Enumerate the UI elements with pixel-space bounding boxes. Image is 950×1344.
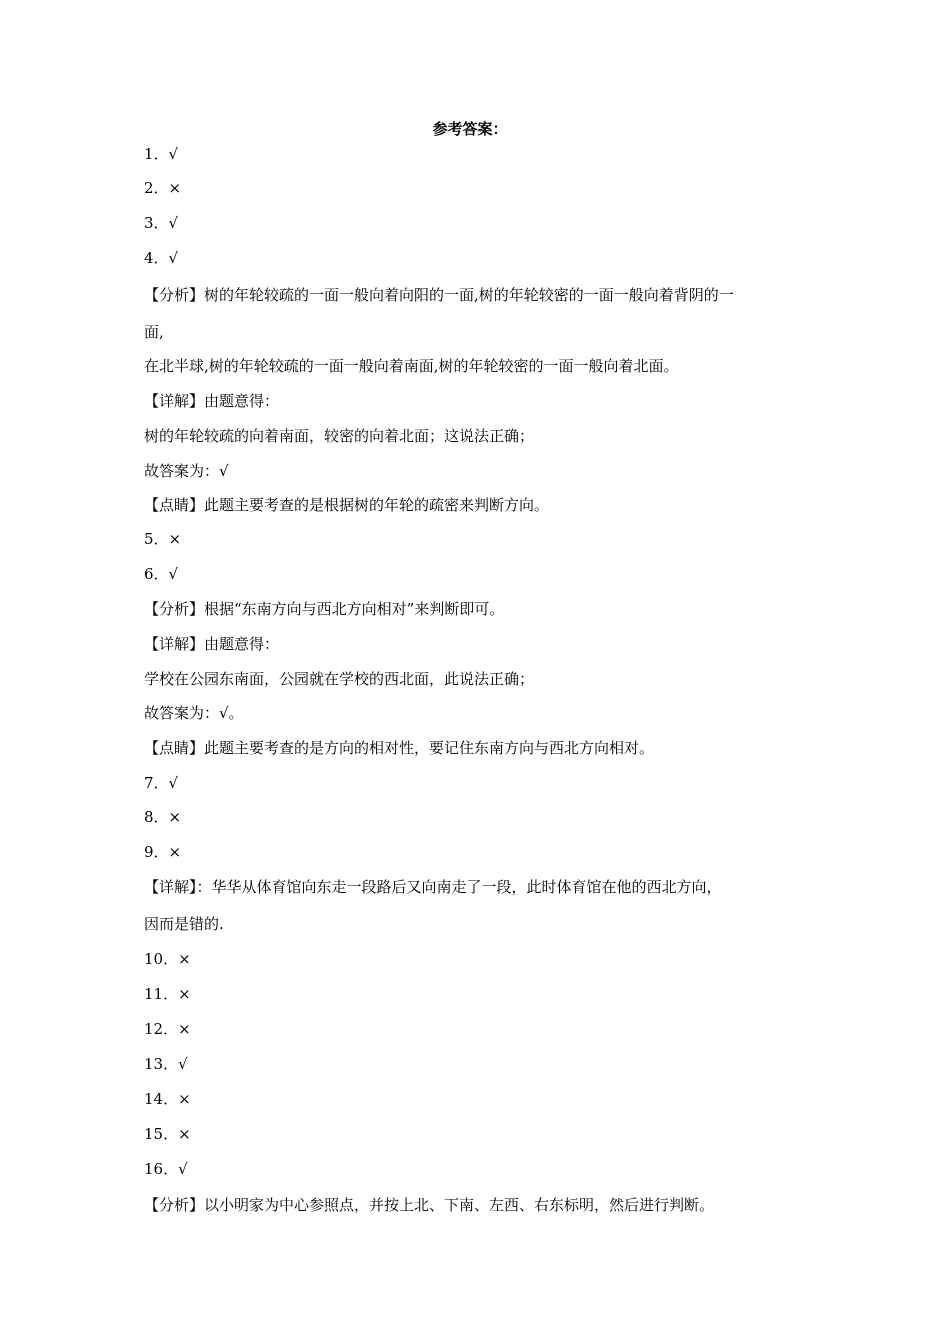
analysis-paragraph: 【分析】以小明家为中心参照点，并按上北、下南、左西、右东标明，然后进行判断。 bbox=[144, 1196, 715, 1214]
answer-line-2: 2．× bbox=[144, 179, 182, 197]
answer-line-16: 16．√ bbox=[144, 1160, 188, 1178]
analysis-paragraph: 在北半球,树的年轮较疏的一面一般向着南面,树的年轮较密的一面一般向着北面。 bbox=[144, 357, 679, 375]
answer-line-8: 8．× bbox=[144, 808, 182, 826]
answer-line-12: 12．× bbox=[144, 1020, 191, 1038]
detail-paragraph: 【详解】由题意得： bbox=[144, 635, 280, 653]
answer-line-14: 14．× bbox=[144, 1090, 191, 1108]
analysis-paragraph: 【分析】根据“东南方向与西北方向相对”来判断即可。 bbox=[144, 600, 505, 618]
answer-line-9: 9．× bbox=[144, 843, 182, 861]
detail-paragraph: 学校在公园东南面，公园就在学校的西北面，此说法正确； bbox=[144, 670, 535, 688]
answer-line-6: 6．√ bbox=[144, 565, 179, 583]
detail-paragraph: 树的年轮较疏的向着南面，较密的向着北面；这说法正确； bbox=[144, 427, 535, 445]
comment-paragraph: 【点睛】此题主要考查的是方向的相对性，要记住东南方向与西北方向相对。 bbox=[144, 739, 655, 757]
detail-paragraph: 【详解】由题意得： bbox=[144, 392, 280, 410]
answer-line-11: 11．× bbox=[144, 985, 191, 1003]
answer-line-7: 7．√ bbox=[144, 774, 179, 792]
answer-conclusion: 故答案为：√ bbox=[144, 462, 229, 480]
comment-paragraph: 【点睛】此题主要考查的是根据树的年轮的疏密来判断方向。 bbox=[144, 496, 550, 514]
detail-paragraph: 因而是错的. bbox=[144, 915, 224, 933]
analysis-paragraph: 面, bbox=[144, 323, 164, 341]
answer-line-13: 13．√ bbox=[144, 1055, 188, 1073]
page-title: 参考答案： bbox=[432, 120, 508, 138]
answer-line-15: 15．× bbox=[144, 1125, 191, 1143]
answer-line-4: 4．√ bbox=[144, 249, 179, 267]
analysis-paragraph: 【分析】树的年轮较疏的一面一般向着向阳的一面,树的年轮较密的一面一般向着背阴的一 bbox=[144, 286, 734, 304]
detail-paragraph: 【详解】：华华从体育馆向东走一段路后又向南走了一段，此时体育馆在他的西北方向， bbox=[144, 878, 722, 896]
answer-line-10: 10．× bbox=[144, 950, 191, 968]
answer-line-1: 1．√ bbox=[144, 145, 179, 163]
answer-line-5: 5．× bbox=[144, 530, 182, 548]
answer-conclusion: 故答案为：√。 bbox=[144, 704, 244, 722]
answer-line-3: 3．√ bbox=[144, 214, 179, 232]
